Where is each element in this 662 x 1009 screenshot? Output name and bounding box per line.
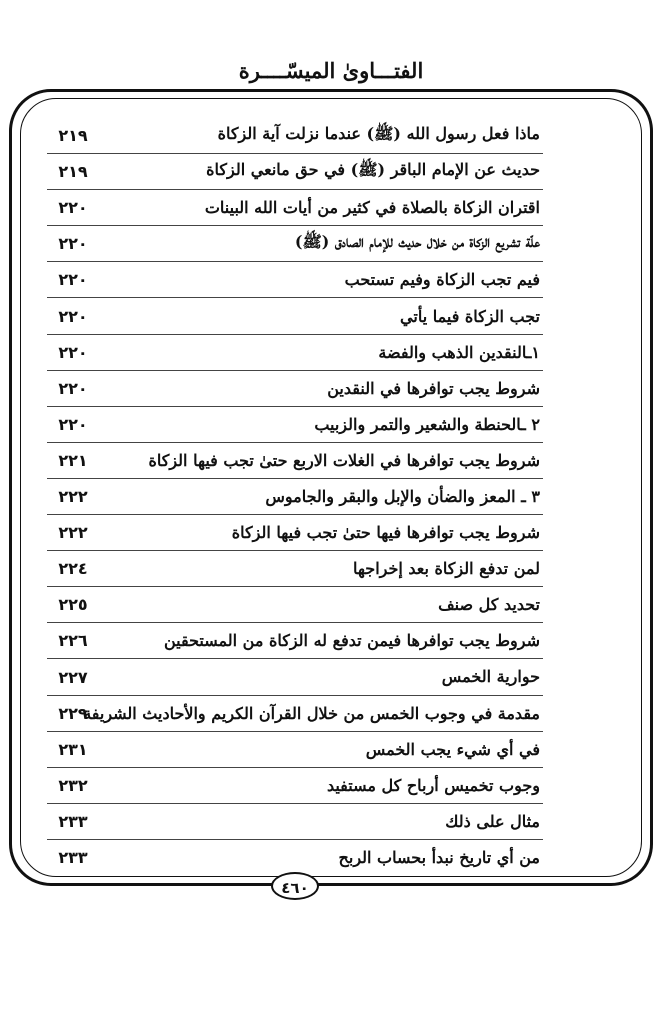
toc-row <box>47 696 543 732</box>
toc-row <box>47 190 543 226</box>
toc-row <box>47 732 543 768</box>
toc-entry-title: في أي شيء يجب الخمس <box>365 739 540 759</box>
toc-row <box>47 371 543 407</box>
toc-entry-page: ٢٢٠ <box>58 270 88 290</box>
toc-entry-title: تجب الزكاة فيما يأتي <box>400 306 540 326</box>
toc-entry-title: شروط يجب توافرها في النقدين <box>327 378 540 398</box>
toc-row <box>47 840 543 876</box>
toc-entry-page: ٢٢١ <box>58 450 88 470</box>
toc-entry-title: حديث عن الإمام الباقر (ﷺ) في حق مانعي الزكاة <box>206 160 540 180</box>
toc-row <box>47 226 543 262</box>
running-header-title: الفتـــاوىٰ الميسّــــرة <box>238 58 424 83</box>
toc-entry-title: ٢ ـالحنطة والشعير والتمر والزبيب <box>314 414 540 434</box>
page-number-badge: ٤٦٠ <box>271 872 319 900</box>
toc-entry-title: مثال على ذلك <box>445 811 540 831</box>
toc-entry-title: شروط يجب توافرها فيها حتىٰ تجب فيها الزكاة <box>231 523 540 543</box>
toc-row <box>47 659 543 695</box>
toc-entry-page: ٢٣٢ <box>58 775 88 795</box>
toc-entry-page: ٢٢٩ <box>58 703 88 723</box>
toc-row <box>47 587 543 623</box>
toc-row <box>47 804 543 840</box>
toc-entry-page: ٢٢٦ <box>58 631 88 651</box>
toc-entry-page: ٢٣٣ <box>58 848 88 867</box>
toc-entry-page: ٢٣٣ <box>58 811 88 831</box>
toc-entry-title: شروط يجب توافرها في الغلات الاربع حتىٰ تجب فيها الزكاة <box>148 450 540 470</box>
toc-entry-title: تحديد كل صنف <box>438 595 540 615</box>
toc-entry-title: فيم تجب الزكاة وفيم تستحب <box>344 270 540 290</box>
toc-entry-title: ماذا فعل رسول الله (ﷺ) عندما نزلت آية الزكاة <box>217 124 540 144</box>
toc-entry-title: ٣ ـ المعز والضأن والإبل والبقر والجاموس <box>265 486 540 506</box>
toc-row <box>47 768 543 804</box>
toc-row <box>47 551 543 587</box>
toc-entry-title: شروط يجب توافرها فيمن تدفع له الزكاة من المستحقين <box>163 631 540 651</box>
toc-row <box>47 118 543 154</box>
toc-entry-page: ٢٢٠ <box>58 198 88 218</box>
toc-row <box>47 443 543 479</box>
toc-entry-page: ٢٣١ <box>58 739 88 759</box>
toc-entry-page: ٢٢٢ <box>58 487 88 506</box>
toc-entry-page: ٢٢٠ <box>58 306 88 326</box>
toc-entry-page: ٢١٩ <box>58 126 88 145</box>
toc-entry-title: لمن تدفع الزكاة بعد إخراجها <box>353 559 540 579</box>
toc-row <box>47 154 543 190</box>
toc-row <box>47 262 543 298</box>
toc-row <box>47 298 543 334</box>
toc-entry-page: ٢٢٥ <box>58 595 88 615</box>
toc-entry-title: اقتران الزكاة بالصلاة في كثير من أيات الله البينات <box>204 198 540 218</box>
toc-entry-title: ١ـالنقدين الذهب والفضة <box>378 342 540 362</box>
toc-entry-page: ٢٢٠ <box>58 234 88 254</box>
toc-row <box>47 623 543 659</box>
toc-entry-title: حوارية الخمس <box>441 667 540 687</box>
toc-row <box>47 335 543 371</box>
toc-entry-page: ٢٢٢ <box>58 523 88 543</box>
toc-entry-page: ٢١٩ <box>58 162 88 182</box>
table-of-contents <box>47 118 543 876</box>
toc-entry-title: مقدمة في وجوب الخمس من خلال القرآن الكريم والأحاديث الشريفة <box>83 703 540 723</box>
toc-entry-page: ٢٢٧ <box>58 667 88 687</box>
toc-row <box>47 479 543 515</box>
toc-entry-title: علّة تشريع الزكاة من خلال حديث للإمام الصادق (ﷺ) <box>294 232 540 252</box>
toc-entry-page: ٢٢٤ <box>58 559 88 579</box>
toc-entry-page: ٢٢٠ <box>58 378 88 398</box>
toc-entry-page: ٢٢٠ <box>58 414 88 434</box>
toc-entry-page: ٢٢٠ <box>58 342 88 362</box>
toc-entry-title: من أي تاريخ نبدأ بحساب الربح <box>338 848 540 868</box>
toc-row <box>47 515 543 551</box>
toc-row <box>47 407 543 443</box>
toc-entry-title: وجوب تخميس أرباح كل مستفيد <box>326 775 540 795</box>
